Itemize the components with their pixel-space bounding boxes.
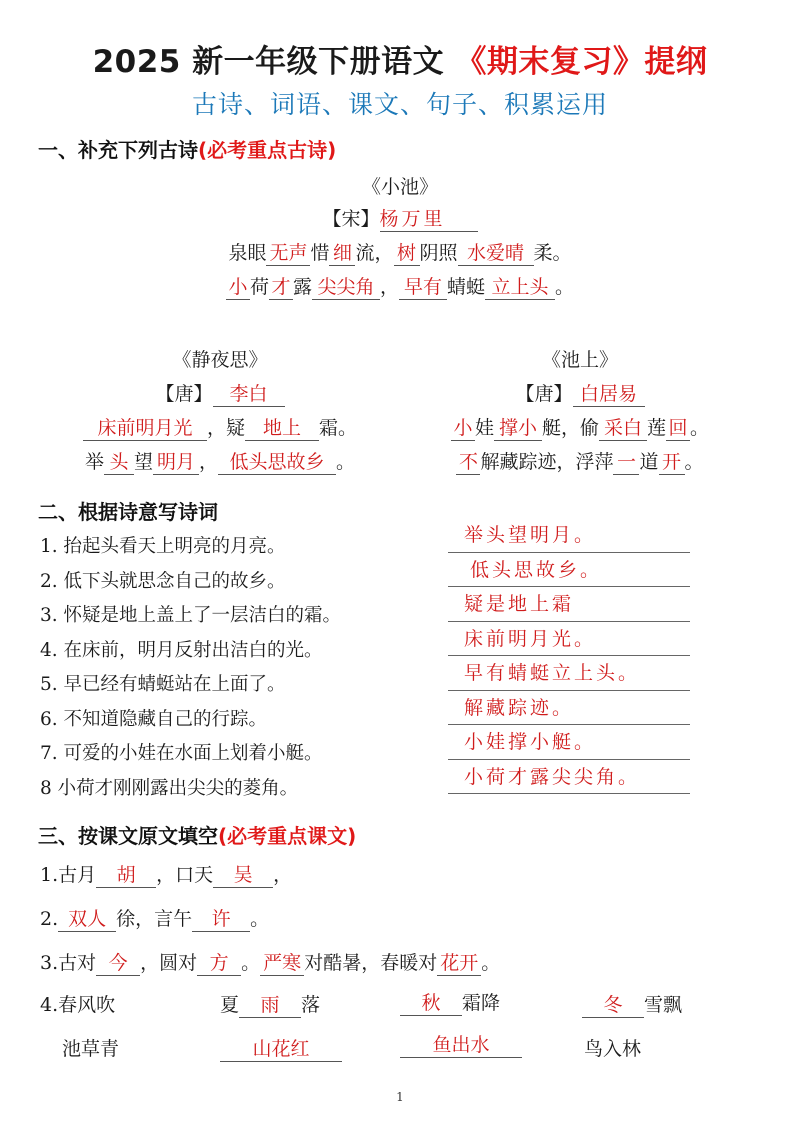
question-item: 6. 不知道隐藏自己的行踪。: [40, 708, 268, 730]
poem2-author-blank: 李白: [213, 382, 285, 407]
text: 落: [301, 994, 321, 1016]
blank: 采白: [599, 416, 647, 441]
poem1-line2: [0, 272, 800, 302]
answer-line: 疑是地上霜: [448, 587, 690, 622]
blank: 花开: [437, 951, 481, 976]
text: 对酷暑，春暖对: [304, 952, 438, 974]
poem1-dynasty: 【宋】: [322, 208, 380, 230]
text: 古月: [58, 864, 97, 886]
text: 徐，言午: [116, 908, 193, 930]
text: 夏: [220, 994, 240, 1016]
blank: 地上: [245, 416, 319, 441]
document-title: [0, 40, 800, 84]
page-number: 1: [396, 1090, 404, 1104]
question-number: 2.: [40, 908, 59, 930]
text: 。: [481, 952, 501, 974]
text: 流，: [355, 242, 394, 264]
poem3-author-blank: 白居易: [573, 382, 645, 407]
answer-line: 解藏踪迹。: [448, 691, 690, 726]
section2-answers: [448, 518, 690, 794]
text: 。: [250, 908, 270, 930]
text: 艇，偷: [541, 417, 599, 439]
answer-line: 低头思故乡。: [448, 553, 690, 588]
poem3-dynasty: 【唐】: [515, 383, 573, 405]
blank: 双人: [58, 907, 116, 932]
text: 解藏踪迹，浮萍: [480, 451, 614, 473]
text: 柔。: [533, 242, 572, 264]
blank: 早有: [399, 275, 447, 300]
text: 荷: [249, 276, 269, 298]
fill-question-4-r1c4: [582, 990, 682, 1020]
answer-line: 床前明月光。: [448, 622, 690, 657]
blank: 水爱晴: [458, 241, 534, 266]
question-number: 3.: [40, 952, 59, 974]
text: 。: [336, 451, 356, 473]
poem2-dynasty: 【唐】: [155, 383, 213, 405]
text: 望: [133, 451, 153, 473]
question-item: 4. 在床前，明月反射出洁白的光。: [40, 639, 323, 661]
title-highlight: 《期末复习》提纲: [455, 44, 708, 80]
text: 春风吹: [58, 994, 116, 1016]
text: 。: [684, 451, 704, 473]
poem3-line2: [420, 447, 740, 477]
text: ，: [379, 276, 399, 298]
poem2-line2: [60, 447, 380, 477]
blank: 树: [394, 241, 420, 266]
section1-heading: [38, 136, 336, 164]
text: 霜降: [462, 992, 501, 1014]
text: ，: [199, 451, 219, 473]
poem1-author-blank: 杨万里: [380, 207, 478, 232]
text: 蜻蜓: [447, 276, 486, 298]
question-item: 1. 抬起头看天上明亮的月亮。: [40, 536, 286, 557]
question-item: 2. 低下头就思念自己的故乡。: [40, 570, 286, 592]
poem3-line1: [420, 413, 740, 443]
blank: 尖尖角: [312, 275, 380, 300]
blank: 冬: [582, 993, 644, 1018]
blank: 今: [96, 951, 140, 976]
blank: 小: [451, 416, 475, 441]
blank: 不: [456, 450, 480, 475]
text: 举: [84, 451, 104, 473]
question-item: 5. 早已经有蜻蜓站在上面了。: [40, 674, 286, 695]
text: ，圆对: [140, 952, 198, 974]
blank: 小: [226, 275, 250, 300]
section1-heading-text: 一、补充下列古诗: [38, 138, 198, 162]
section3-heading: [38, 822, 356, 850]
blank: 山花红: [220, 1037, 342, 1062]
section1-heading-note: (必考重点古诗): [198, 138, 337, 162]
blank: 吴: [213, 863, 273, 888]
blank: 开: [659, 450, 685, 475]
poem2-byline: [60, 379, 380, 409]
question-number: 4.: [40, 994, 59, 1016]
text: 。: [555, 276, 575, 298]
blank: 严寒: [260, 951, 304, 976]
text: 古对: [58, 952, 97, 974]
poem2-line1: [60, 413, 380, 443]
poem1-byline: [0, 204, 800, 234]
fill-question-4-r2c2: [220, 1034, 342, 1064]
blank: 秋: [400, 991, 462, 1016]
fill-question-4-r2c4: 鸟入林: [584, 1038, 642, 1060]
text: 莲: [647, 417, 667, 439]
blank: 撑小: [494, 416, 542, 441]
blank: 回: [666, 416, 690, 441]
section3-heading-note: (必考重点课文): [218, 824, 357, 848]
fill-question-1: [40, 860, 292, 890]
blank: 立上头: [485, 275, 555, 300]
fill-question-4-r2c3: [400, 1030, 522, 1060]
section3-heading-text: 三、按课文原文填空: [38, 824, 218, 848]
poem3-title: 《池上》: [541, 349, 618, 371]
poem1-title: 《小池》: [361, 176, 438, 198]
blank: 细: [329, 241, 355, 266]
text: 娃: [474, 417, 494, 439]
blank: 头: [104, 450, 134, 475]
question-item: 8 小荷才刚刚露出尖尖的菱角。: [40, 777, 299, 799]
title-prefix: 2025 新一年级下册语文: [92, 44, 445, 80]
section2-heading: 二、根据诗意写诗词: [38, 500, 218, 524]
blank: 方: [197, 951, 241, 976]
blank: 胡: [96, 863, 156, 888]
fill-question-4-r1c3: [400, 988, 500, 1018]
fill-question-4-r2c1: 池草青: [62, 1038, 120, 1060]
fill-question-3: [40, 948, 500, 978]
text: ，疑: [206, 417, 245, 439]
blank: 雨: [239, 993, 301, 1018]
question-item: 7. 可爱的小娃在水面上划着小艇。: [40, 743, 323, 764]
answer-line: 早有蜻蜓立上头。: [448, 656, 690, 691]
text: 阴照: [419, 242, 458, 264]
text: 泉眼: [228, 242, 267, 264]
text: 。: [241, 952, 261, 974]
blank: 无声: [266, 241, 310, 266]
answer-line: 小娃撑小艇。: [448, 725, 690, 760]
blank: 低头思故乡: [218, 450, 336, 475]
question-item: 3. 怀疑是地上盖上了一层洁白的霜。: [40, 605, 342, 626]
blank: 许: [192, 907, 250, 932]
question-number: 1.: [40, 864, 59, 886]
section2-questions: [40, 530, 341, 806]
text: ，口天: [156, 864, 214, 886]
text: 霜。: [319, 417, 358, 439]
blank: 才: [269, 275, 293, 300]
text: 。: [690, 417, 710, 439]
answer-line: 举头望明月。: [448, 518, 690, 553]
answer-line: 小荷才露尖尖角。: [448, 760, 690, 795]
blank: 一: [613, 450, 639, 475]
document-subtitle: 古诗、词语、课文、句子、积累运用: [191, 90, 608, 119]
fill-question-4-r1c2: [220, 990, 320, 1020]
poem3-byline: [420, 379, 740, 409]
text: 惜: [310, 242, 330, 264]
blank: 床前明月光: [83, 416, 207, 441]
text: ，: [273, 864, 293, 886]
blank: 鱼出水: [400, 1033, 522, 1058]
text: 露: [292, 276, 312, 298]
blank: 明月: [153, 450, 199, 475]
poem2-title: 《静夜思》: [172, 349, 268, 371]
text: 道: [639, 451, 659, 473]
fill-question-4-r1c1: [40, 990, 115, 1020]
fill-question-2: [40, 904, 269, 934]
text: 雪飘: [644, 994, 683, 1016]
poem1-line1: [0, 238, 800, 268]
